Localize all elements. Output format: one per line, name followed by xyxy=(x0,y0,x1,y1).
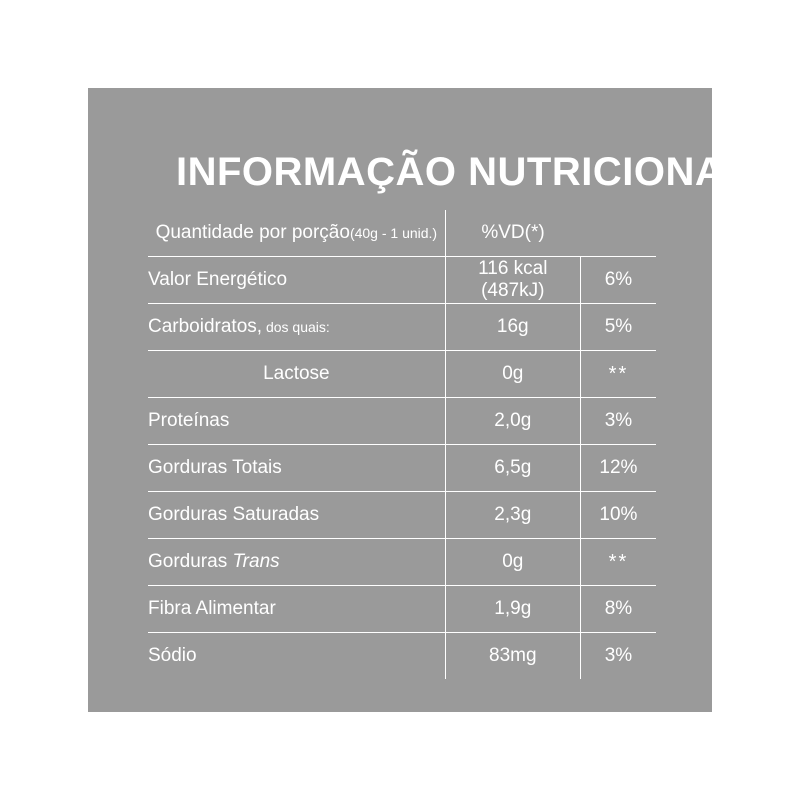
table-row xyxy=(148,304,656,351)
header-quantity-detail: (40g - 1 unid.) xyxy=(349,225,438,241)
header-quantity-main: Quantidade por porção xyxy=(155,222,350,243)
row-amount: 16g xyxy=(445,304,580,351)
header-quantity-cell xyxy=(148,210,445,257)
row-amount: 83mg xyxy=(445,633,580,680)
row-label-text: Gorduras Totais xyxy=(148,457,282,478)
row-label-text: Gorduras xyxy=(148,551,233,572)
row-label-text: Valor Energético xyxy=(148,269,288,290)
row-label-text: Proteínas xyxy=(148,410,230,431)
row-label-text: Lactose xyxy=(263,363,330,384)
table-row xyxy=(148,351,656,398)
row-vd: 3% xyxy=(604,645,633,666)
page-title: INFORMAÇÃO NUTRICIONAL xyxy=(176,150,750,194)
row-amount: 0g xyxy=(445,351,580,398)
table-header-row xyxy=(148,210,656,257)
row-label xyxy=(148,398,445,445)
row-vd: ** xyxy=(608,550,629,573)
row-amount: 6,5g xyxy=(445,445,580,492)
row-amount: 0g xyxy=(445,539,580,586)
row-amount: 2,0g xyxy=(445,398,580,445)
row-label xyxy=(148,304,445,351)
row-label xyxy=(148,492,445,539)
table-row xyxy=(148,398,656,445)
row-vd: 8% xyxy=(604,598,633,619)
table-row xyxy=(148,257,656,304)
table-row xyxy=(148,633,656,680)
row-label-suffix: Trans xyxy=(232,551,280,572)
table-row xyxy=(148,492,656,539)
row-label xyxy=(148,445,445,492)
row-label-text: Fibra Alimentar xyxy=(148,598,276,619)
row-label xyxy=(148,633,445,680)
row-vd: ** xyxy=(608,362,629,385)
row-label-text: Sódio xyxy=(148,645,197,666)
row-label xyxy=(148,586,445,633)
row-vd: 5% xyxy=(604,316,633,337)
row-label xyxy=(148,351,445,398)
table-row xyxy=(148,586,656,633)
header-vd-cell: %VD(*) xyxy=(445,210,580,257)
row-label-suffix: dos quais: xyxy=(262,319,330,335)
row-label xyxy=(148,257,445,304)
row-amount: 2,3g xyxy=(445,492,580,539)
row-vd: 6% xyxy=(604,269,633,290)
row-label xyxy=(148,539,445,586)
table-row xyxy=(148,539,656,586)
row-amount: 1,9g xyxy=(445,586,580,633)
table-row xyxy=(148,445,656,492)
nutrition-table xyxy=(148,210,656,679)
row-vd: 10% xyxy=(599,504,638,525)
row-label-text: Carboidratos, xyxy=(148,316,263,337)
row-label-text: Gorduras Saturadas xyxy=(148,504,320,525)
row-vd: 12% xyxy=(599,457,638,478)
nutrition-panel xyxy=(88,88,750,712)
row-vd: 3% xyxy=(604,410,633,431)
row-amount: 116 kcal (487kJ) xyxy=(445,257,580,304)
